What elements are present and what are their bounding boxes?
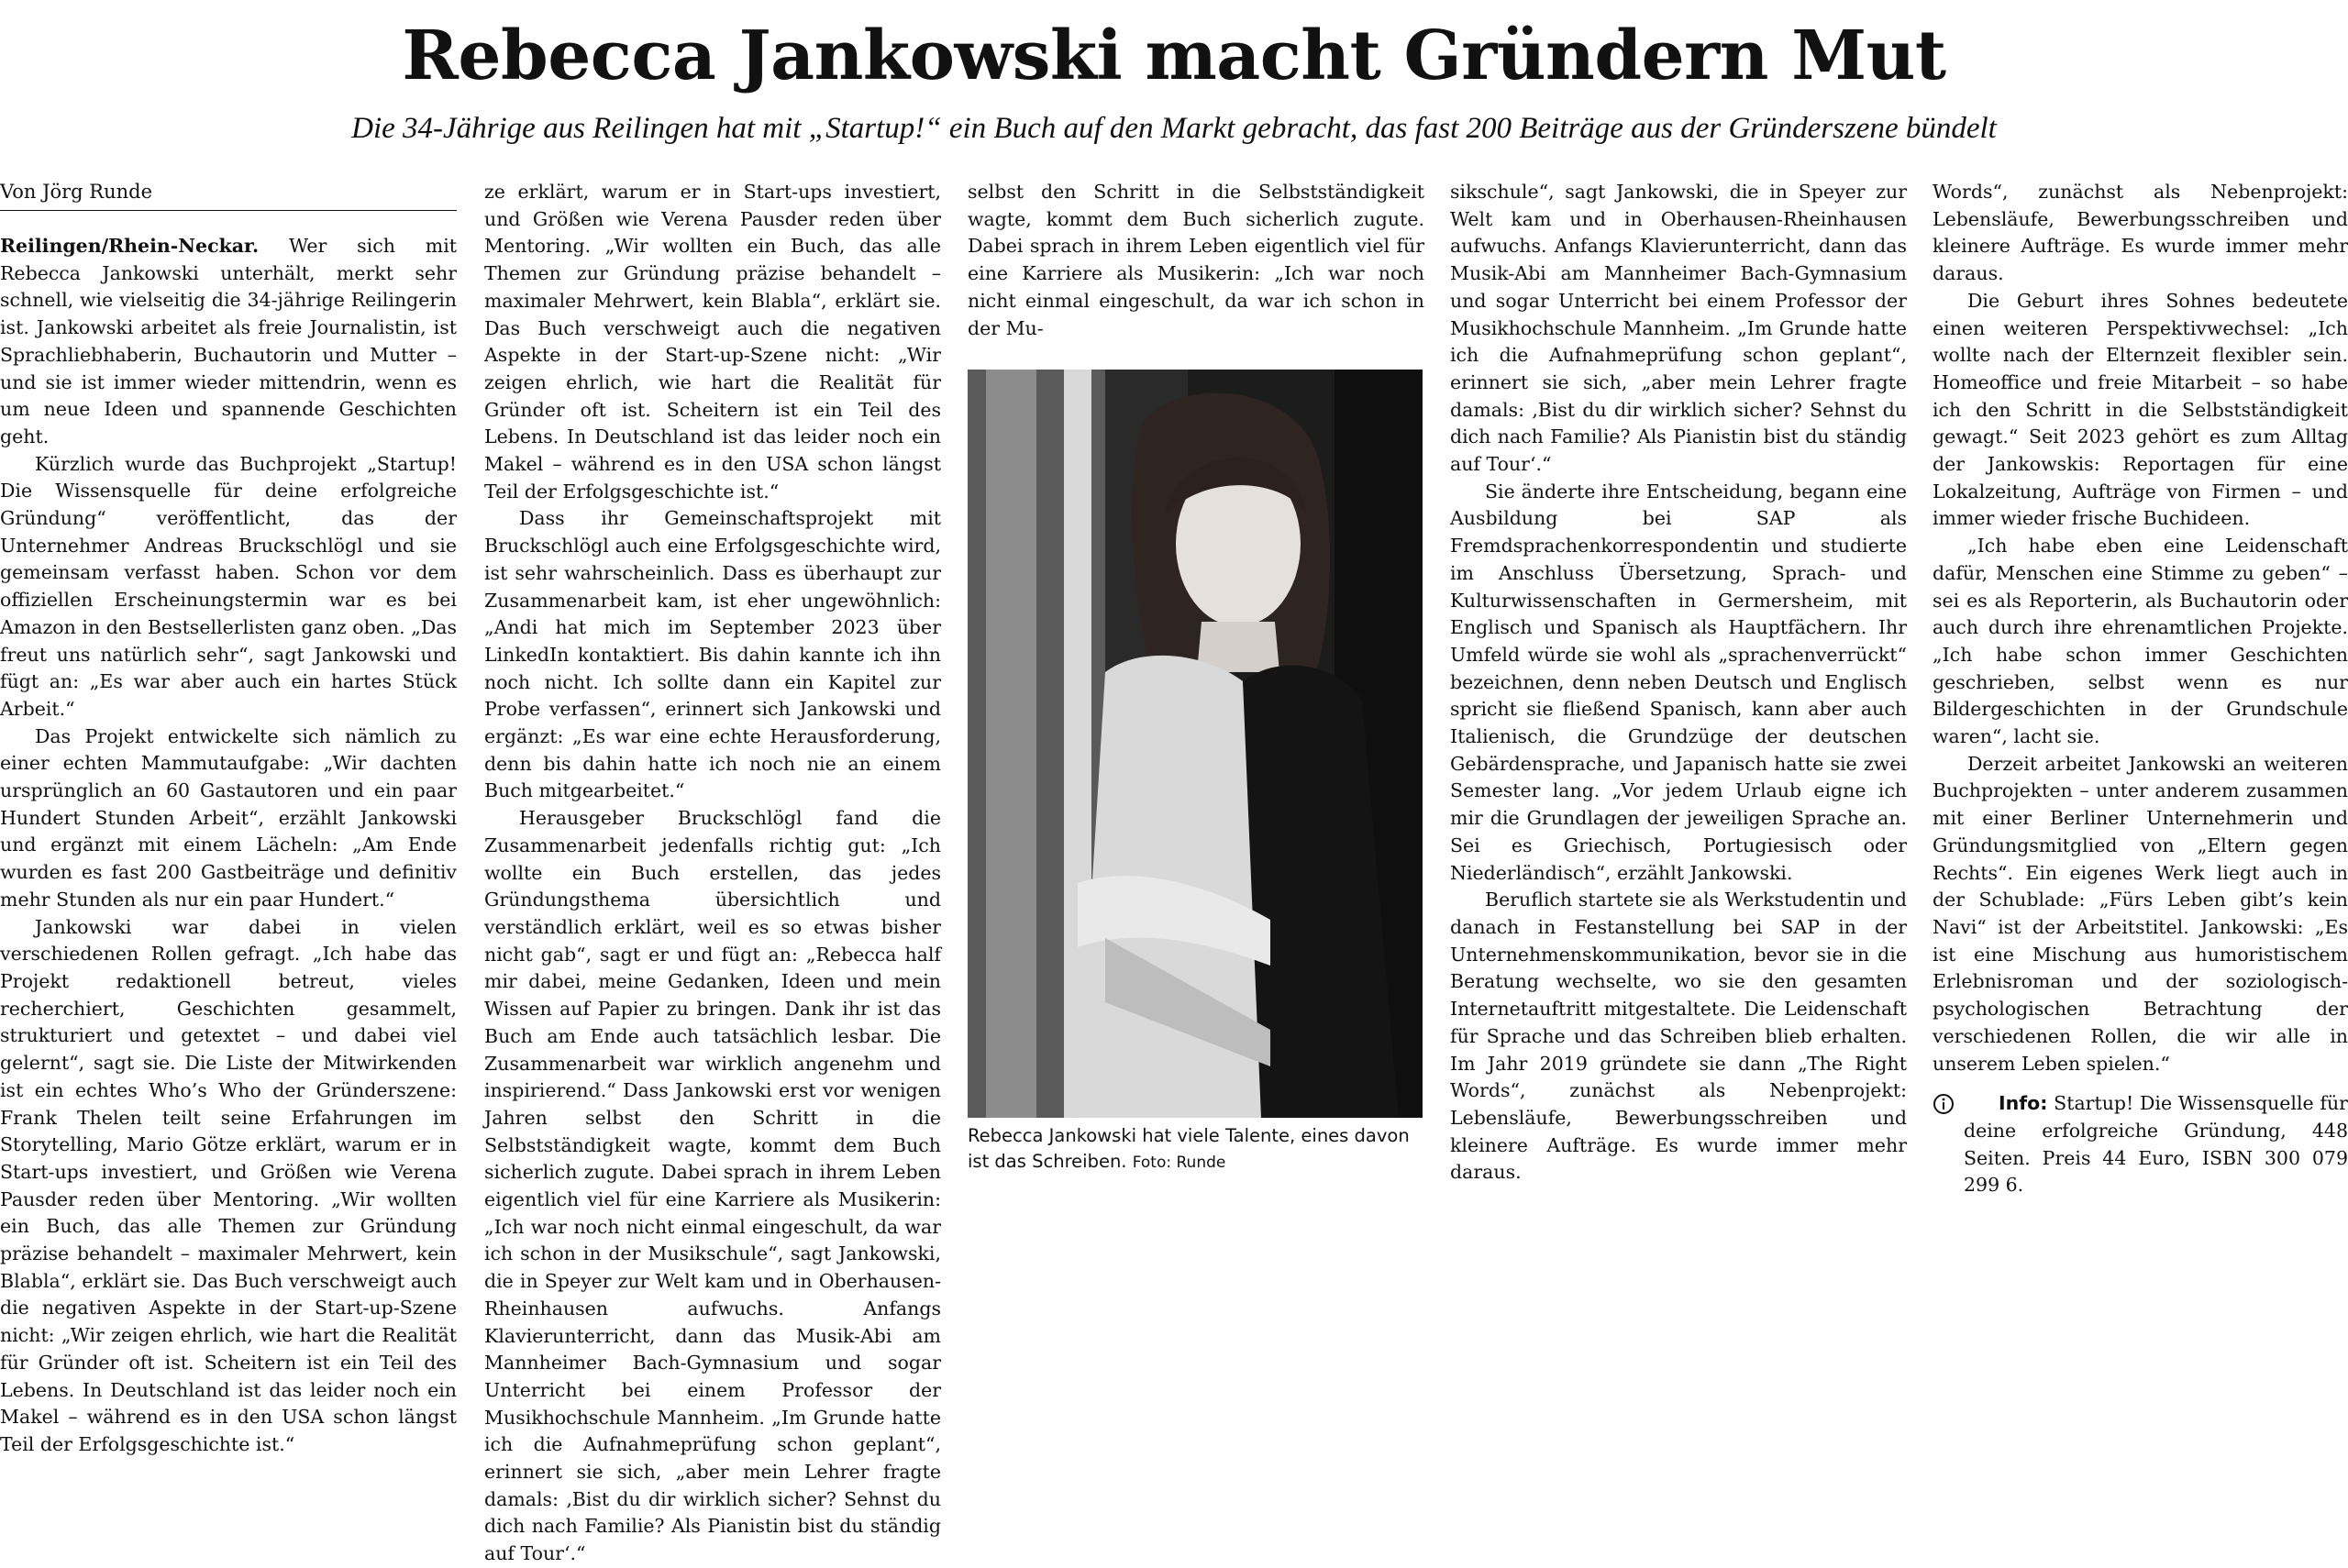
- paragraph-4-cont: ze erklärt, warum er in Start-ups investiert, und Größen wie Verena Pausder reden über Mentoring. „Wir wollten ein Buch, das alle Themen zur Gründung präzise behandelt – maximaler Mehrwert, kein Blabla“, erklärt sie. Das Buch verschweigt auch die negativen Aspekte in der Start-up-Szene nicht: „Wir zeigen ehrlich, wie hart die Realität für Gründer oft ist. Scheitern ist ein Teil des Lebens. In Deutschland ist das leider noch ein Makel – während es in den USA schon längst Teil der Erfolgsgeschichte ist.“: [484, 181, 941, 502]
- paragraph-6-end: sikschule“, sagt Jankowski, die in Speyer zur Welt kam und in Oberhausen-Rheinhausen aufwuchs. Anfangs Klavierunterricht, dann das Musik-Abi am Mannheimer Bach-Gymnasium und sogar Unterricht bei einem Professor der Musikhochschule Mannheim. „Im Grunde hatte ich die Aufnahmeprüfung schon geplant“, erinnert sie sich, „aber mein Lehrer fragte damals: ‚Bist du dir wirklich sicher? Sehnst du dich nach Familie? Als Pianistin bist du ständig auf Tour‘.“: [1450, 181, 1907, 476]
- paragraph-1: Reilingen/Rhein-Neckar. Wer sich mit Rebecca Jankowski unterhält, merkt sehr schnell, wie vielseitig die 34-jährige Reilingerin ist. Jankowski arbeitet als freie Journalistin, ist Sprachliebhaberin, Buchautorin und Mutter – und sie ist immer wieder mittendrin, wenn es um neue Ideen und spannende Geschichten geht.: [0, 235, 457, 447]
- info-box: [1933, 1090, 2348, 1199]
- info-circle-icon: [1933, 1093, 1956, 1123]
- paragraph-6: Herausgeber Bruckschlögl fand die Zusammenarbeit jedenfalls richtig gut: „Ich wollte ein Buch erstellen, das jedes Gründungsthema übersichtlich und verständlich erklärt, weil es so etwas bisher nicht gab“, sagt er und fügt an: „Rebecca half mir dabei, meine Gedanken, Ideen und mein Wissen auf Papier zu bringen. Dank ihr ist das Buch am Ende auch tatsächlich lesbar. Die Zusammenarbeit war wirklich angenehm und inspirierend.“ Dass Jankowski erst vor wenigen Jahren selbst den Schritt in die Selbstständigkeit wagte, kommt dem Buch sicherlich zugute. Dabei sprach in ihrem Leben eigentlich viel für eine Karriere als Musikerin: „Ich war noch nicht einmal eingeschult, da war ich schon in der Musikschule“, sagt Jankowski, die in Speyer zur Welt kam und in Oberhausen-Rheinhausen aufwuchs. Anfangs Klavierunterricht, dann das Musik-Abi am Mannheimer Bach-Gymnasium und sogar Unterricht bei einem Professor der Musikhochschule Mannheim. „Im Grunde hatte ich die Aufnahmeprüfung schon geplant“, erinnert sie sich, „aber mein Lehrer fragte damals: ‚Bist du dir wirklich sicher? Sehnst du dich nach Familie? Als Pianistin bist du ständig auf Tour‘.“: [484, 807, 941, 1565]
- article-subheadline: Die 34-Jährige aus Reilingen hat mit „Startup!“ ein Buch auf den Markt gebracht, das fast 200 Beiträge aus der Gründerszene bündelt: [351, 112, 1997, 145]
- paragraph-7: Sie änderte ihre Entscheidung, begann eine Ausbildung bei SAP als Fremdsprachenkorrespondentin und studierte im Anschluss Übersetzung, Sprach- und Kulturwissenschaften in Germersheim, mit Englisch und Spanisch als Hauptfächern. Ihr Umfeld würde sie wohl als „sprachenverrückt“ bezeichnen, denn neben Deutsch und Englisch spricht sie fließend Spanisch, kann aber auch Italienisch, die Grundzüge der deutschen Gebärdensprache, und Japanisch hatte sie zwei Semester lang. „Vor jedem Urlaub eigne ich mir die Grundlagen der jeweiligen Sprache an. Sei es Griechisch, Portugiesisch oder Niederländisch“, erzählt Jankowski.: [1450, 480, 1907, 884]
- info-text: Info: Startup! Die Wissensquelle für deine erfolgreiche Gründung, 448 Seiten. Preis 44 Euro, ISBN 300 079 299 6.: [1964, 1092, 2348, 1197]
- portrait-photo: [968, 370, 1423, 1118]
- column-4: [1450, 179, 1907, 1184]
- column-5: [1933, 179, 2348, 1197]
- paragraph-4: Jankowski war dabei in vielen verschiedenen Rollen gefragt. „Ich habe das Projekt redaktionell betreut, vieles recherchiert, Geschichten gesammelt, strukturiert und getextet – und dabei viel gelernt“, sagt sie. Die Liste der Mitwirkenden ist ein echtes Who’s Who der Gründerszene: Frank Thelen teilt seine Erfahrungen im Storytelling, Mario Götze erklärt, warum er in Start-ups investiert, und Größen wie Verena Pausder reden über Mentoring. „Wir wollten ein Buch, das alle Themen zur Gründung präzise behandelt – maximaler Mehrwert, kein Blabla“, erklärt sie. Das Buch verschweigt auch die negativen Aspekte in der Start-up-Szene nicht: „Wir zeigen ehrlich, wie hart die Realität für Gründer oft ist. Scheitern ist ein Teil des Lebens. In Deutschland ist das leider noch ein Makel – während es in den USA schon längst Teil der Erfolgsgeschichte ist.“: [0, 915, 457, 1455]
- paragraph-10: „Ich habe eben eine Leidenschaft dafür, Menschen eine Stimme zu geben“ – sei es als Reporterin, als Buchautorin oder auch durch ihre ehrenamtlichen Projekte. „Ich habe schon immer Geschichten geschrieben, selbst wenn es nur Bildergeschichten in der Grundschule waren“, lacht sie.: [1933, 535, 2348, 748]
- paragraph-2: Kürzlich wurde das Buchprojekt „Startup! Die Wissensquelle für deine erfolgreiche Gründung“ veröffentlicht, das der Unternehmer Andreas Bruckschlögl und sie gemeinsam verfasst haben. Schon vor dem offiziellen Erscheinungstermin war es bei Amazon in den Bestsellerlisten ganz oben. „Das freut uns natürlich sehr“, sagt Jankowski und fügt an: „Es war aber auch ein hartes Stück Arbeit.“: [0, 452, 457, 720]
- column-1: [0, 179, 457, 1455]
- paragraph-3: Das Projekt entwickelte sich nämlich zu einer echten Mammutaufgabe: „Wir dachten ursprünglich an 60 Gastautoren und ein paar Hundert Stunden Arbeit“, erzählt Jankowski und ergänzt mit einem Lächeln: „Am Ende wurden es fast 200 Gastbeiträge und definitiv mehr Stunden als nur ein paar Hundert.“: [0, 724, 457, 911]
- info-label: Info:: [1999, 1092, 2048, 1115]
- paragraph-11: Derzeit arbeitet Jankowski an weiteren Buchprojekten – unter anderem zusammen mit einer Berliner Unternehmerin und Gründungsmitglied von „Eltern gegen Rechts“. Ein eigenes Werk liegt auch in der Schublade: „Fürs Leben gibt’s kein Navi“ ist der Arbeitstitel. Jankowski: „Es ist eine Mischung aus humoristischem Erlebnisroman und der soziologisch-psychologischen Betrachtung der verschiedenen Rollen, die wir alle in unserem Leben spielen.“: [1933, 752, 2348, 1075]
- paragraph-8-cont: Words“, zunächst als Nebenprojekt: Lebensläufe, Bewerbungsschreiben und kleinere Aufträge. Es wurde immer mehr daraus.: [1933, 181, 2348, 285]
- article-headline: Rebecca Jankowski macht Gründern Mut: [402, 17, 1946, 95]
- paragraph-6-cont: selbst den Schritt in die Selbstständigkeit wagte, kommt dem Buch sicherlich zugute. Dabei sprach in ihrem Leben eigentlich viel für eine Karriere als Musikerin: „Ich war noch nicht einmal eingeschult, da war ich schon in der Mu-: [968, 181, 1424, 339]
- photo-credit: Foto: Runde: [1132, 1154, 1226, 1172]
- portrait-illustration: [968, 370, 1423, 1118]
- paragraph-5: Dass ihr Gemeinschaftsprojekt mit Bruckschlögl auch eine Erfolgsgeschichte wird, ist sehr wahrscheinlich. Dass es überhaupt zur Zusammenarbeit kam, ist eher ungewöhnlich: „Andi hat mich im September 2023 über LinkedIn kontaktiert. Bis dahin kannte ich ihn noch nicht. Ich sollte dann ein Kapitel zur Probe verfassen“, erinnert sich Jankowski und ergänzt: „Es war eine echte Herausforderung, denn bis dahin hatte ich noch nie an einem Buch mitgearbeitet.“: [484, 507, 941, 802]
- dateline: Reilingen/Rhein-Neckar.: [0, 235, 260, 257]
- paragraph-8: Beruflich startete sie als Werkstudentin und danach in Festanstellung bei SAP in der Unternehmenskommunikation, bevor sie in die Beratung wechselte, wo sie den gesamten Internetauftritt mitgestaltete. Die Leidenschaft für Sprache und das Schreiben blieb erhalten. Im Jahr 2019 gründete sie dann „The Right Words“, zunächst als Nebenprojekt: Lebensläufe, Bewerbungsschreiben und kleinere Aufträge. Es wurde immer mehr daraus.: [1450, 889, 1907, 1184]
- byline: Von Jörg Runde: [0, 179, 457, 211]
- column-2: [484, 179, 941, 1565]
- column-3: [968, 179, 1424, 362]
- caption-text: Rebecca Jankowski hat viele Talente, eines davon ist das Schreiben.: [968, 1125, 1410, 1172]
- photo-caption: [968, 1123, 1426, 1176]
- paragraph-9: Die Geburt ihres Sohnes bedeutete einen weiteren Perspektivwechsel: „Ich wollte nach der Elternzeit flexibler sein. Homeoffice und freie Mitarbeit – so habe ich den Schritt in die Selbstständigkeit gewagt.“ Seit 2023 gehört es zum Alltag der Jankowskis: Reportagen für eine Lokalzeitung, Aufträge von Firmen – und immer wieder frische Buchideen.: [1933, 289, 2348, 530]
